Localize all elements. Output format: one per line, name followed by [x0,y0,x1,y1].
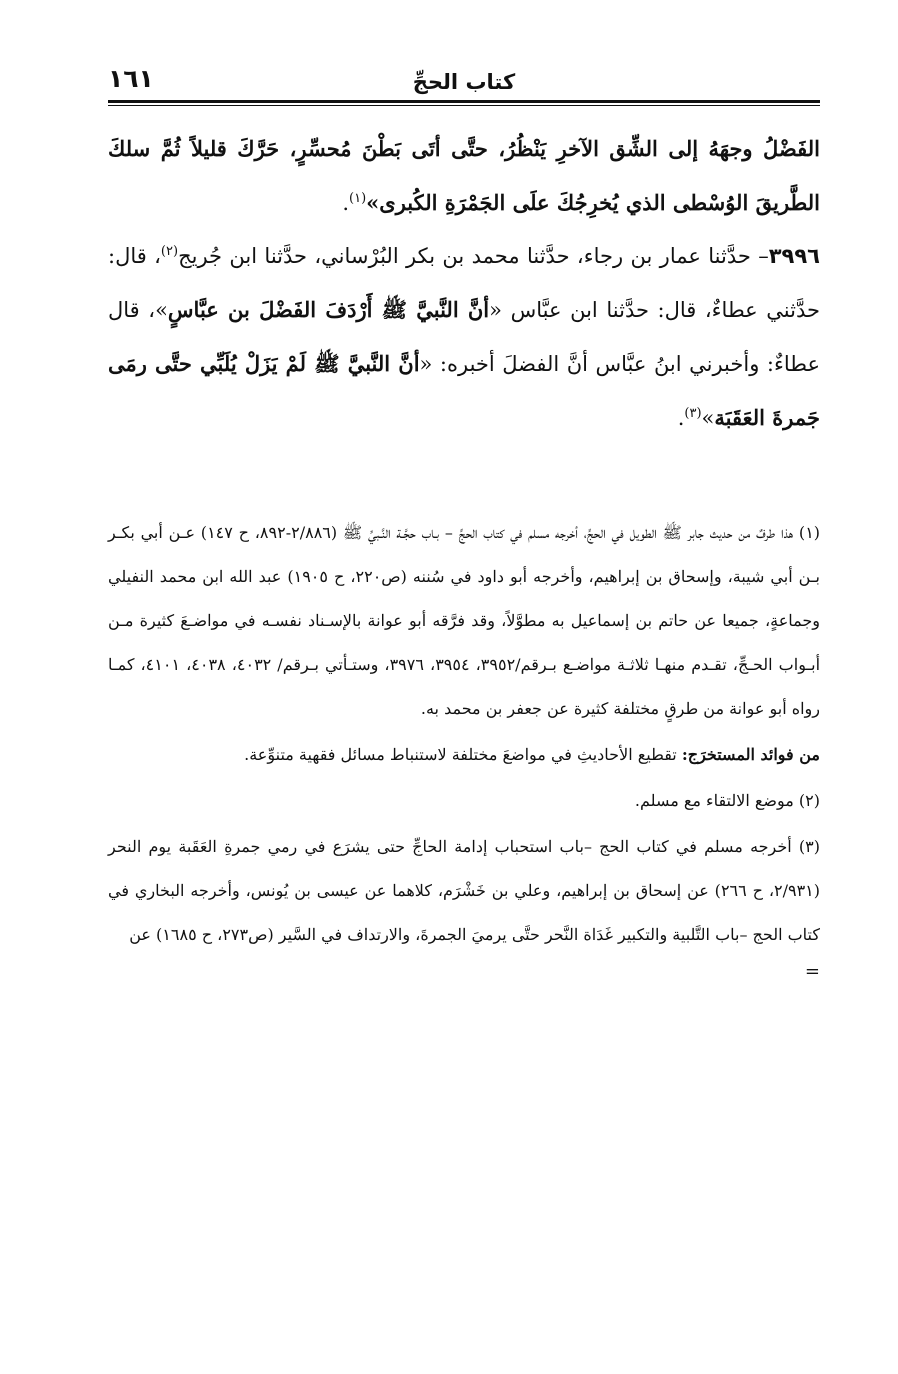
paragraph-1-end: . [342,191,349,215]
paragraph-1 [108,122,820,230]
main-text [108,122,820,445]
paragraph-2-end: . [677,406,685,430]
hadith-number: ٣٩٩٦ [768,244,820,268]
footnote-benefits [108,733,820,777]
paragraph-1-text: الفَضْلُ وجهَهُ إلى الشِّق الآخرِ يَنْظُرُ، حتَّى أتَى بَطْنَ مُحسِّرٍ، حَرَّكَ قليلاً ثُمَّ سلكَ الطَّريقَ الوُسْطى الذي يُخرِجُكَ علَى الجَمْرَةِ الكُبرى» [108,136,820,215]
paragraph-2-text-b: ، قال: حدَّثني عطاءٌ، قال: حدَّثنا ابن عبَّاس « [108,244,820,322]
footnote-ref-3[interactable]: (٣) [684,406,702,421]
book-page [108,60,820,1300]
page-number: ١٦١ [108,64,154,93]
footnote-3: (٣) أخرجه مسلم في كتاب الحج –باب استحباب إدامة الحاجِّ حتى يشرَع في رمي جمرةِ العَقَبة يوم النحر (٢/٩٣١، ح ٢٦٦) عن إسحاق بن إبراهيم، وعلي بن خَشْرَم، كلاهما عن عيسى بن يُونس، وأخرجه البخاري في كتاب الحج –باب التَّلبية والتكبير غَدَاة النَّحر حتَّى يرميَ الجمرةَ، والارتداف في السَّير (ص٢٧٣، ح ١٦٨٥) عن [108,837,820,944]
paragraph-2-text-c: »، قال عطاءٌ: وأخبرني ابنُ عبَّاس أنَّ الفضلَ أخبره: « [108,298,820,376]
header-rule [108,100,820,106]
footnote-ref-1[interactable]: (١) [349,191,367,206]
footnote-ref-2[interactable]: (٢) [160,244,179,259]
paragraph-2-hadith-text-2: أنَّ النَّبيَّ ﷺ لَمْ يَزَلْ يُلَبِّي حتَّى رمَى جَمرةَ العَقَبَة [108,351,820,430]
footnote-2: (٢) موضع الالتقاء مع مسلم. [634,791,820,810]
footnote-1: (١) هذا طرفٌ من حديث جابر ﷺ الطويل في الحجِّ، أخرجه مسلم في كتاب الحجِّ – بـاب حجَّـة النَّـبيِّ ﷺ (٢/٨٨٦-٨٩٢، ح ١٤٧) عـن أبي بكـر بـن أبي شيبة، وإسحاق بن إبراهيم، وأخرجه أبو داود في سُننه (ص٢٢٠، ح ١٩٠٥) عبد الله ابن محمد النفيلي وجماعةٍ، جميعا عن حاتم بن إسماعيل به مطوَّلاً، وقد فرَّقه أبو عوانة بالإسـناد نفسـه في مواضـعَ كثيرة مـن أبـواب الحـجِّ، تقـدم منهـا ثلاثـة مواضـع بـرقم/٣٩٥٢، ٣٩٥٤، ٣٩٧٦، وستـأتي بـرقم/ ٤٠٣٢، ٤٠٣٨، ٤١٠١، كمـا رواه أبو عوانة من طرقٍ مختلفة كثيرة عن جعفر بن محمد به. [108,523,821,718]
paragraph-2 [108,230,820,445]
continuation-mark: = [804,961,820,982]
paragraph-2-text-a: – حدَّثنا عمار بن رجاء، حدَّثنا محمد بن بكر البُرْساني، حدَّثنا ابن جُريج [178,244,769,268]
running-title: كتاب الحجِّ [412,70,516,94]
benefits-label: من فوائد المستخرَج: [681,745,820,764]
footnotes [108,511,820,983]
paragraph-2-text-d: » [701,406,715,430]
paragraph-2-hadith-text: أنَّ النَّبيَّ ﷺ أَرْدَفَ الفَضْلَ بن عبَّاسٍ [167,297,490,322]
page-header [108,60,820,96]
benefits-text: تقطيع الأحاديثِ في مواضعَ مختلفة لاستنباط مسائل فقهية متنوِّعة. [244,745,682,764]
